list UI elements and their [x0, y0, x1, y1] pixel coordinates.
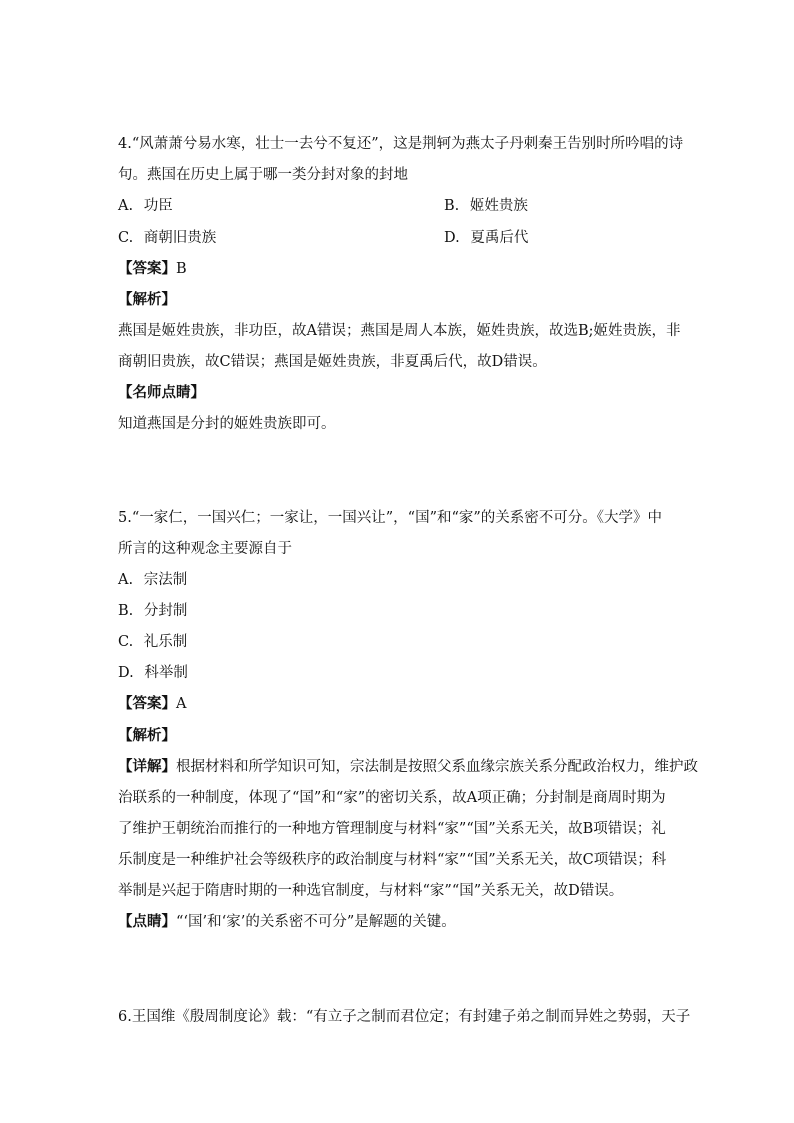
option-text: 礼乐制	[143, 634, 188, 650]
q4-option-a	[118, 196, 173, 216]
q5-answer	[118, 694, 186, 714]
detail-tag: 【详解】	[118, 758, 176, 775]
analysis-tag: 【解析】	[118, 727, 176, 744]
q4-answer	[118, 259, 187, 279]
q5-stem-line2: 所言的这种观念主要源自于	[118, 541, 292, 557]
q4-stem-line2: 句。燕国在历史上属于哪一类分封对象的封地	[118, 167, 408, 183]
q5-option-a	[118, 570, 187, 590]
tip-tag: 【名师点睛】	[118, 384, 205, 401]
option-label: A.	[118, 198, 134, 214]
q5-analysis-tag	[118, 726, 176, 746]
q4-option-d	[444, 228, 528, 248]
answer-value: B	[176, 261, 187, 277]
option-label: D.	[444, 230, 460, 246]
option-label: A.	[118, 572, 134, 588]
option-text: 功臣	[143, 198, 173, 214]
q5-tip	[118, 912, 456, 932]
option-label: D.	[118, 665, 134, 681]
q4-analysis-line1: 燕国是姬姓贵族，非功臣，故A错误；燕国是周人本族，姬姓贵族，故选B;姬姓贵族，非	[118, 323, 681, 339]
option-text: 夏禹后代	[470, 230, 529, 246]
q4-option-b	[444, 196, 528, 216]
q5-detail-line3: 了维护王朝统治而推行的一种地方管理制度与材料“家”“国”关系无关，故B项错误；礼	[118, 821, 666, 837]
option-text: 科举制	[144, 665, 188, 681]
option-label: C.	[118, 230, 134, 246]
tip-tag: 【点睛】	[118, 913, 176, 930]
q5-detail-line5: 举制是兴起于隋唐时期的一种选官制度，与材料“家”“国”关系无关，故D错误。	[118, 883, 624, 899]
option-label: B.	[444, 198, 460, 214]
option-text: 姬姓贵族	[469, 198, 528, 214]
q5-detail-line2: 治联系的一种制度，体现了“国”和“家”的密切关系，故A项正确；分封制是商周时期为	[118, 790, 666, 806]
q4-analysis-line2: 商朝旧贵族，故C错误；燕国是姬姓贵族，非夏禹后代，故D错误。	[118, 354, 547, 370]
q4-option-c	[118, 228, 216, 248]
q6-stem-line1: 6.王国维《殷周制度论》载：“有立子之制而君位定；有封建子弟之制而异姓之势弱，天子	[118, 1009, 691, 1025]
option-text: 商朝旧贵族	[143, 230, 217, 246]
q4-tip-text: 知道燕国是分封的姬姓贵族即可。	[118, 416, 336, 432]
q5-option-b	[118, 601, 187, 621]
q4-stem-line1: 4.“风萧萧兮易水寒，壮士一去兮不复还”，这是荆轲为燕太子丹刺秦王告别时所吟唱的诗	[118, 136, 684, 152]
q5-option-d	[118, 663, 188, 683]
option-label: B.	[118, 603, 134, 619]
tip-text: “‘国’和‘家’的关系密不可分”是解题的关键。	[176, 914, 456, 930]
q5-detail-line1	[118, 757, 698, 777]
q4-tip-tag	[118, 383, 205, 403]
option-text: 宗法制	[143, 572, 188, 588]
option-label: C.	[118, 634, 134, 650]
q5-stem-line1: 5.“一家仁，一国兴仁；一家让，一国兴让”，“国”和“家”的关系密不可分。《大学》中	[118, 510, 663, 526]
detail-text: 根据材料和所学知识可知，宗法制是按照父系血缘宗族关系分配政治权力，维护政	[176, 759, 698, 775]
answer-value: A	[176, 696, 187, 712]
answer-tag: 【答案】	[118, 260, 176, 277]
answer-tag: 【答案】	[118, 695, 176, 712]
q4-analysis-tag	[118, 290, 176, 310]
option-text: 分封制	[143, 603, 188, 619]
q5-detail-line4: 乐制度是一种维护社会等级秩序的政治制度与材料“家”“国”关系无关，故C项错误；科	[118, 852, 667, 868]
analysis-tag: 【解析】	[118, 291, 176, 308]
q5-option-c	[118, 632, 187, 652]
